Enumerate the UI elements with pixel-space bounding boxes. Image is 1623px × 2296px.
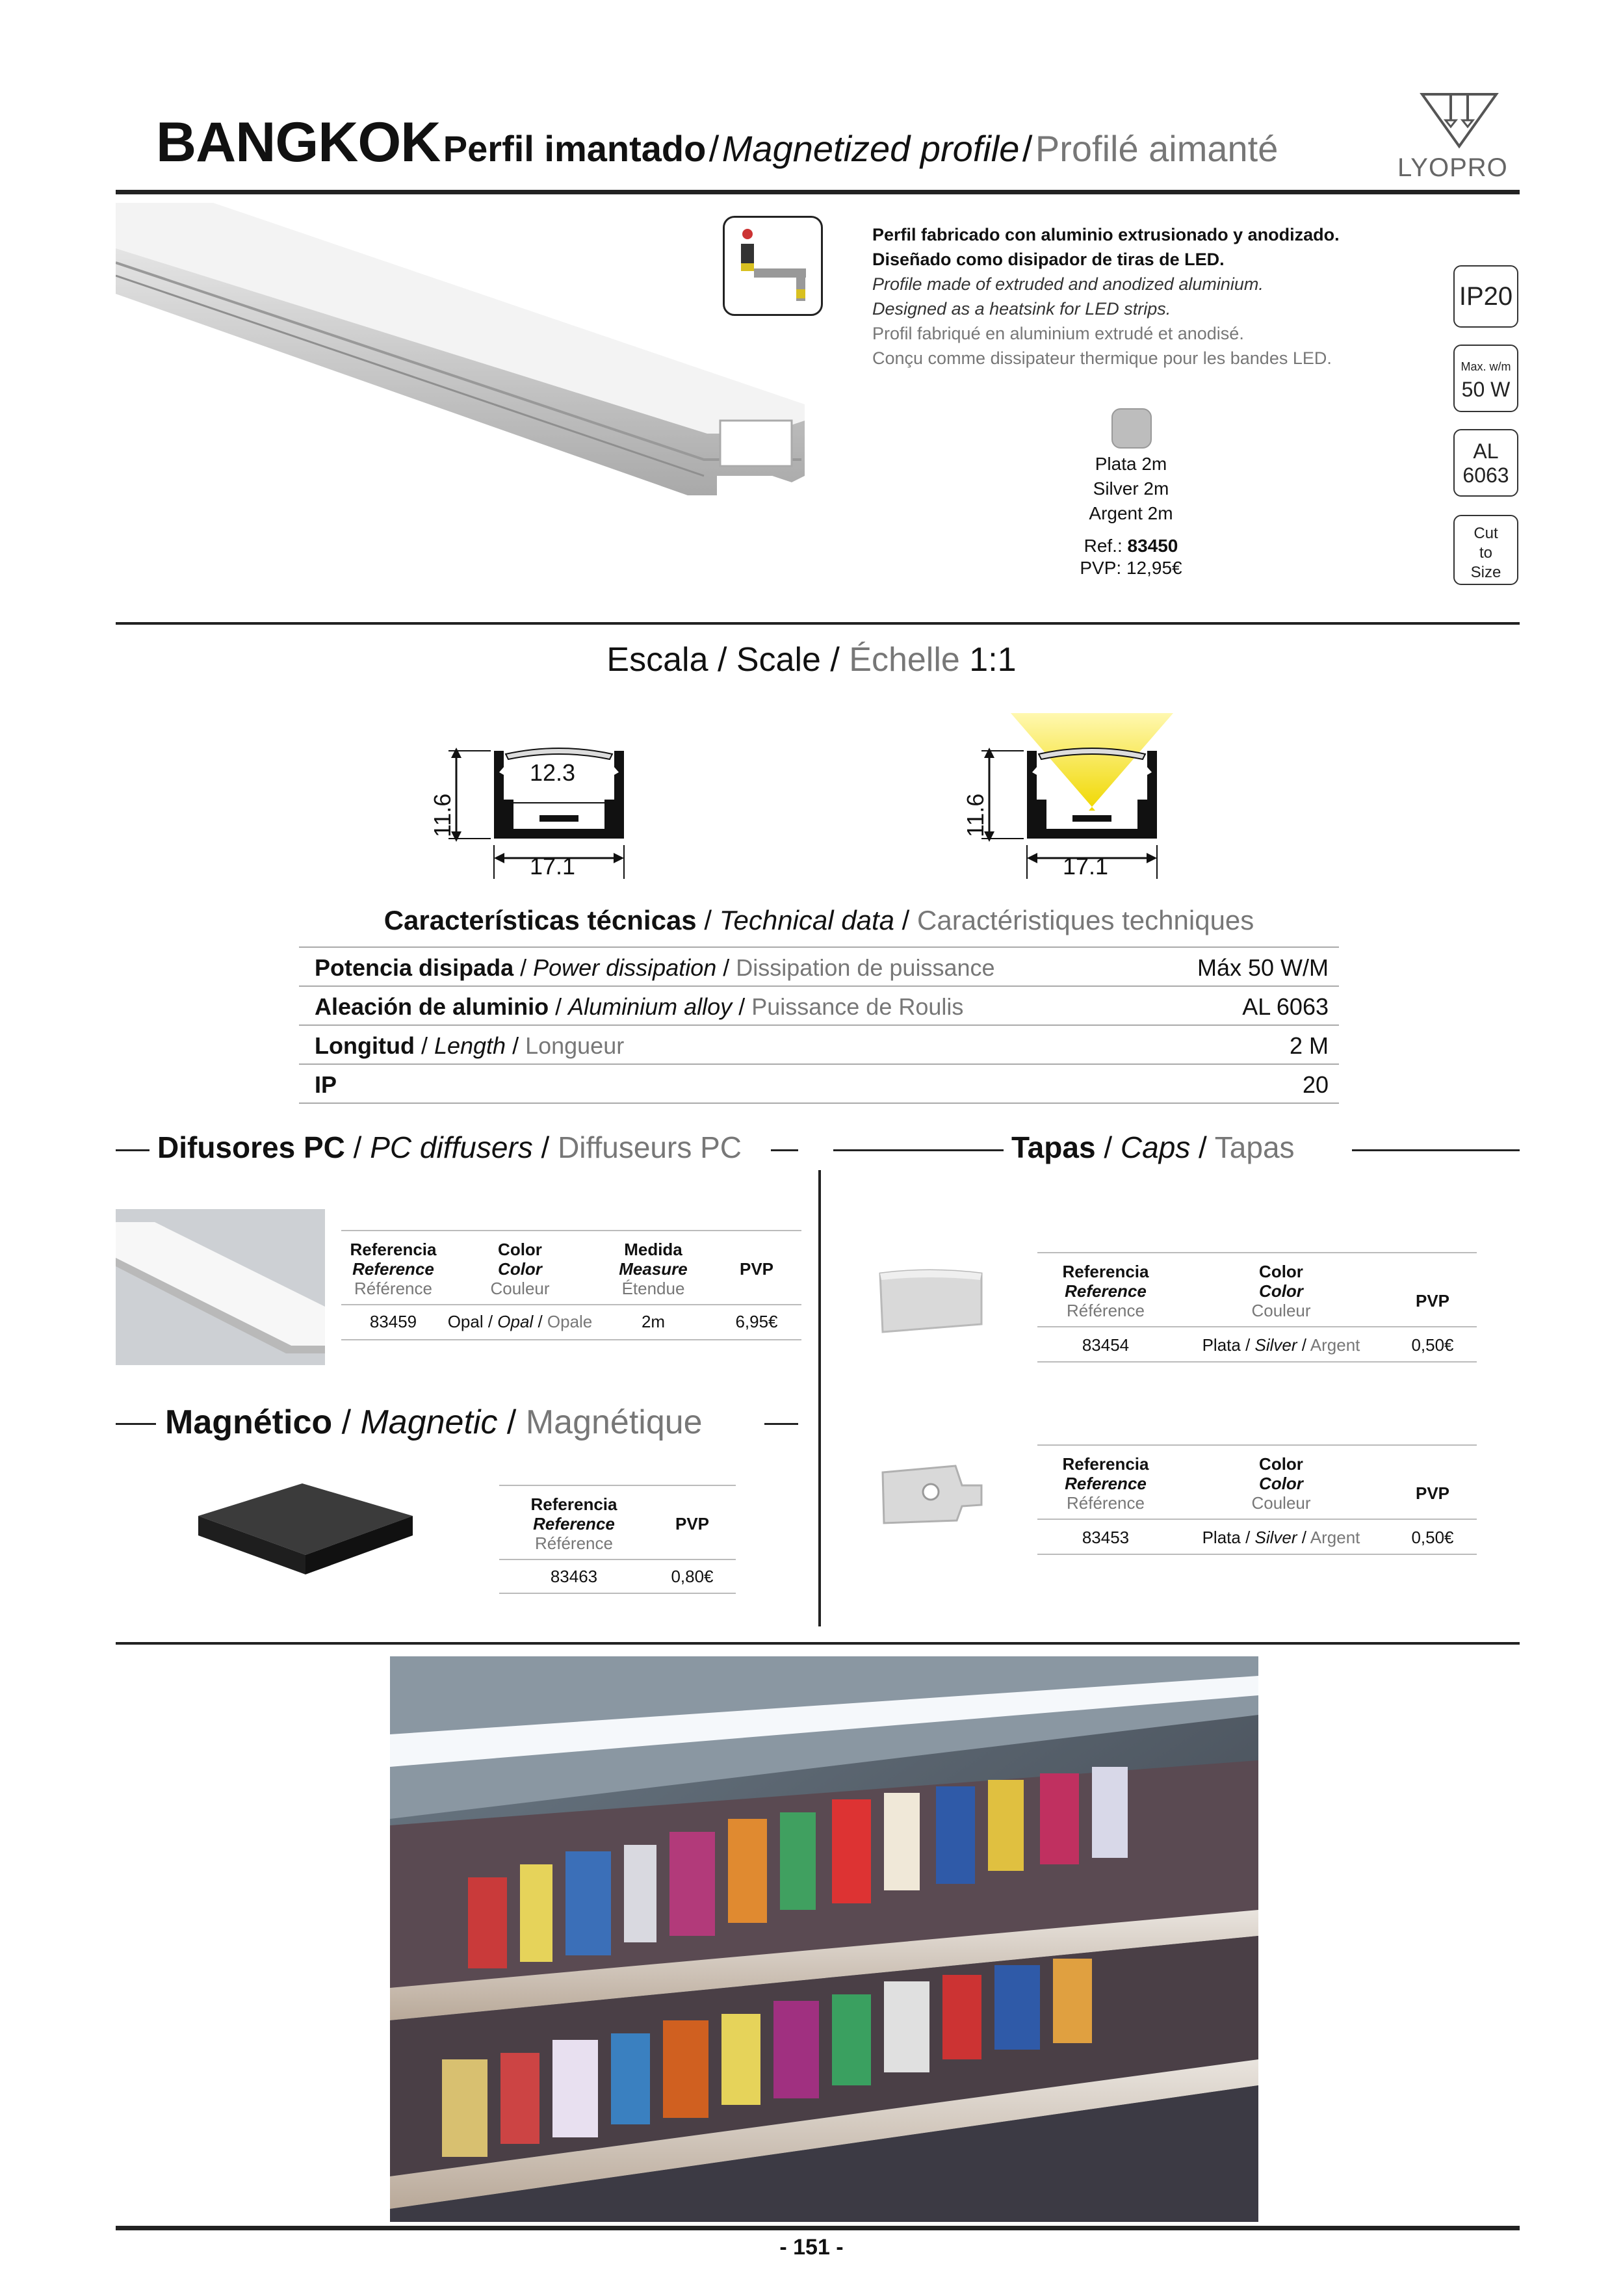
header-divider xyxy=(116,190,1520,194)
height-dimension-label: 11.6 xyxy=(429,793,456,837)
brand-logo-text: LYOPRO xyxy=(1397,153,1508,182)
diffusers-table: Referencia Reference Référence Color Color Couleur Medida Measure Étendue PVP 83459 Opal / Opal / Opale 2m 6,95€ xyxy=(341,1230,801,1340)
technical-data-title: Características técnicas / Technical data / Caractéristiques techniques xyxy=(383,905,1254,935)
caps-table-2: Referencia Reference Référence Color Color Couleur PVP 83453 Plata / Silver / Argent 0,50€ xyxy=(1037,1444,1477,1556)
column-divider xyxy=(818,1170,821,1626)
outer-width-label: 17.1 xyxy=(530,853,576,880)
tech-row-power: Potencia disipada / Power dissipation / Dissipation de puissance Máx 50 W/M xyxy=(299,946,1339,985)
product-description: Perfil fabricado con aluminio extrusionado y anodizado. Diseñado como disipador de tiras de LED. Profile made of extruded and anodized aluminium. Designed as a heatsink for LED strips. Profil fabriqué en aluminium extrudé et anodisé. Conçu comme dissipateur thermique pour les bandes LED. xyxy=(872,225,1340,368)
page-title: BANGKOK Perfil imantado / Magnetized profile / Profilé aimanté xyxy=(156,111,1279,174)
alloy-badge: AL 6063 xyxy=(1453,429,1518,497)
application-photo xyxy=(390,1656,1258,2222)
reference-code: Ref.: 83450 xyxy=(1084,536,1178,556)
magnet-product-image xyxy=(192,1470,419,1587)
profile-product-image xyxy=(116,203,811,502)
lyopro-logo-icon xyxy=(1417,91,1501,150)
magnetic-title: Magnético / Magnetic / Magnétique xyxy=(165,1403,703,1441)
footer-divider xyxy=(116,2226,1520,2230)
price: PVP: 12,95€ xyxy=(1080,558,1182,578)
cut-to-size-badge: Cut to Size xyxy=(1453,515,1518,585)
diffusers-title: Difusores PC / PC diffusers / Diffuseurs PC xyxy=(157,1130,742,1164)
inner-width-label: 12.3 xyxy=(530,759,576,786)
title-en: Magnetized profile xyxy=(721,128,1020,169)
cap-product-image-2 xyxy=(871,1459,988,1531)
page-number: - 151 - xyxy=(779,2235,844,2260)
title-es: Perfil imantado xyxy=(443,128,707,169)
ip-rating-badge: IP20 xyxy=(1453,265,1518,328)
caps-table-1: Referencia Reference Référence Color Color Couleur PVP 83454 Plata / Silver / Argent 0,50€ xyxy=(1037,1252,1477,1364)
magnetic-mount-icon xyxy=(723,216,823,316)
product-name: BANGKOK xyxy=(156,111,441,174)
scale-title: Escala / Scale / Échelle 1:1 xyxy=(606,641,1017,679)
cap-product-image-1 xyxy=(871,1264,988,1336)
magnetic-table: Referencia Reference Référence PVP 83463 0,80€ xyxy=(499,1485,736,1594)
tech-row-alloy: Aleación de aluminio / Aluminium alloy / Puissance de Roulis AL 6063 xyxy=(299,985,1339,1024)
tech-row-ip: IP 20 xyxy=(299,1063,1339,1104)
power-badge: Max. w/m 50 W xyxy=(1453,345,1518,412)
section-divider xyxy=(116,622,1520,625)
diffuser-product-image xyxy=(116,1209,325,1365)
section-divider-2 xyxy=(116,1642,1520,1645)
finish-info: Plata 2m Silver 2m Argent 2m Ref.: 83450 PVP: 12,95€ xyxy=(1014,452,1248,579)
height-dimension-label-2: 11.6 xyxy=(962,793,989,837)
silver-swatch xyxy=(1111,408,1152,449)
title-fr: Profilé aimanté xyxy=(1035,128,1279,169)
outer-width-label-2: 17.1 xyxy=(1063,853,1109,880)
tech-row-length: Longitud / Length / Longueur 2 M xyxy=(299,1024,1339,1063)
caps-title: Tapas / Caps / Tapas xyxy=(1011,1130,1295,1164)
